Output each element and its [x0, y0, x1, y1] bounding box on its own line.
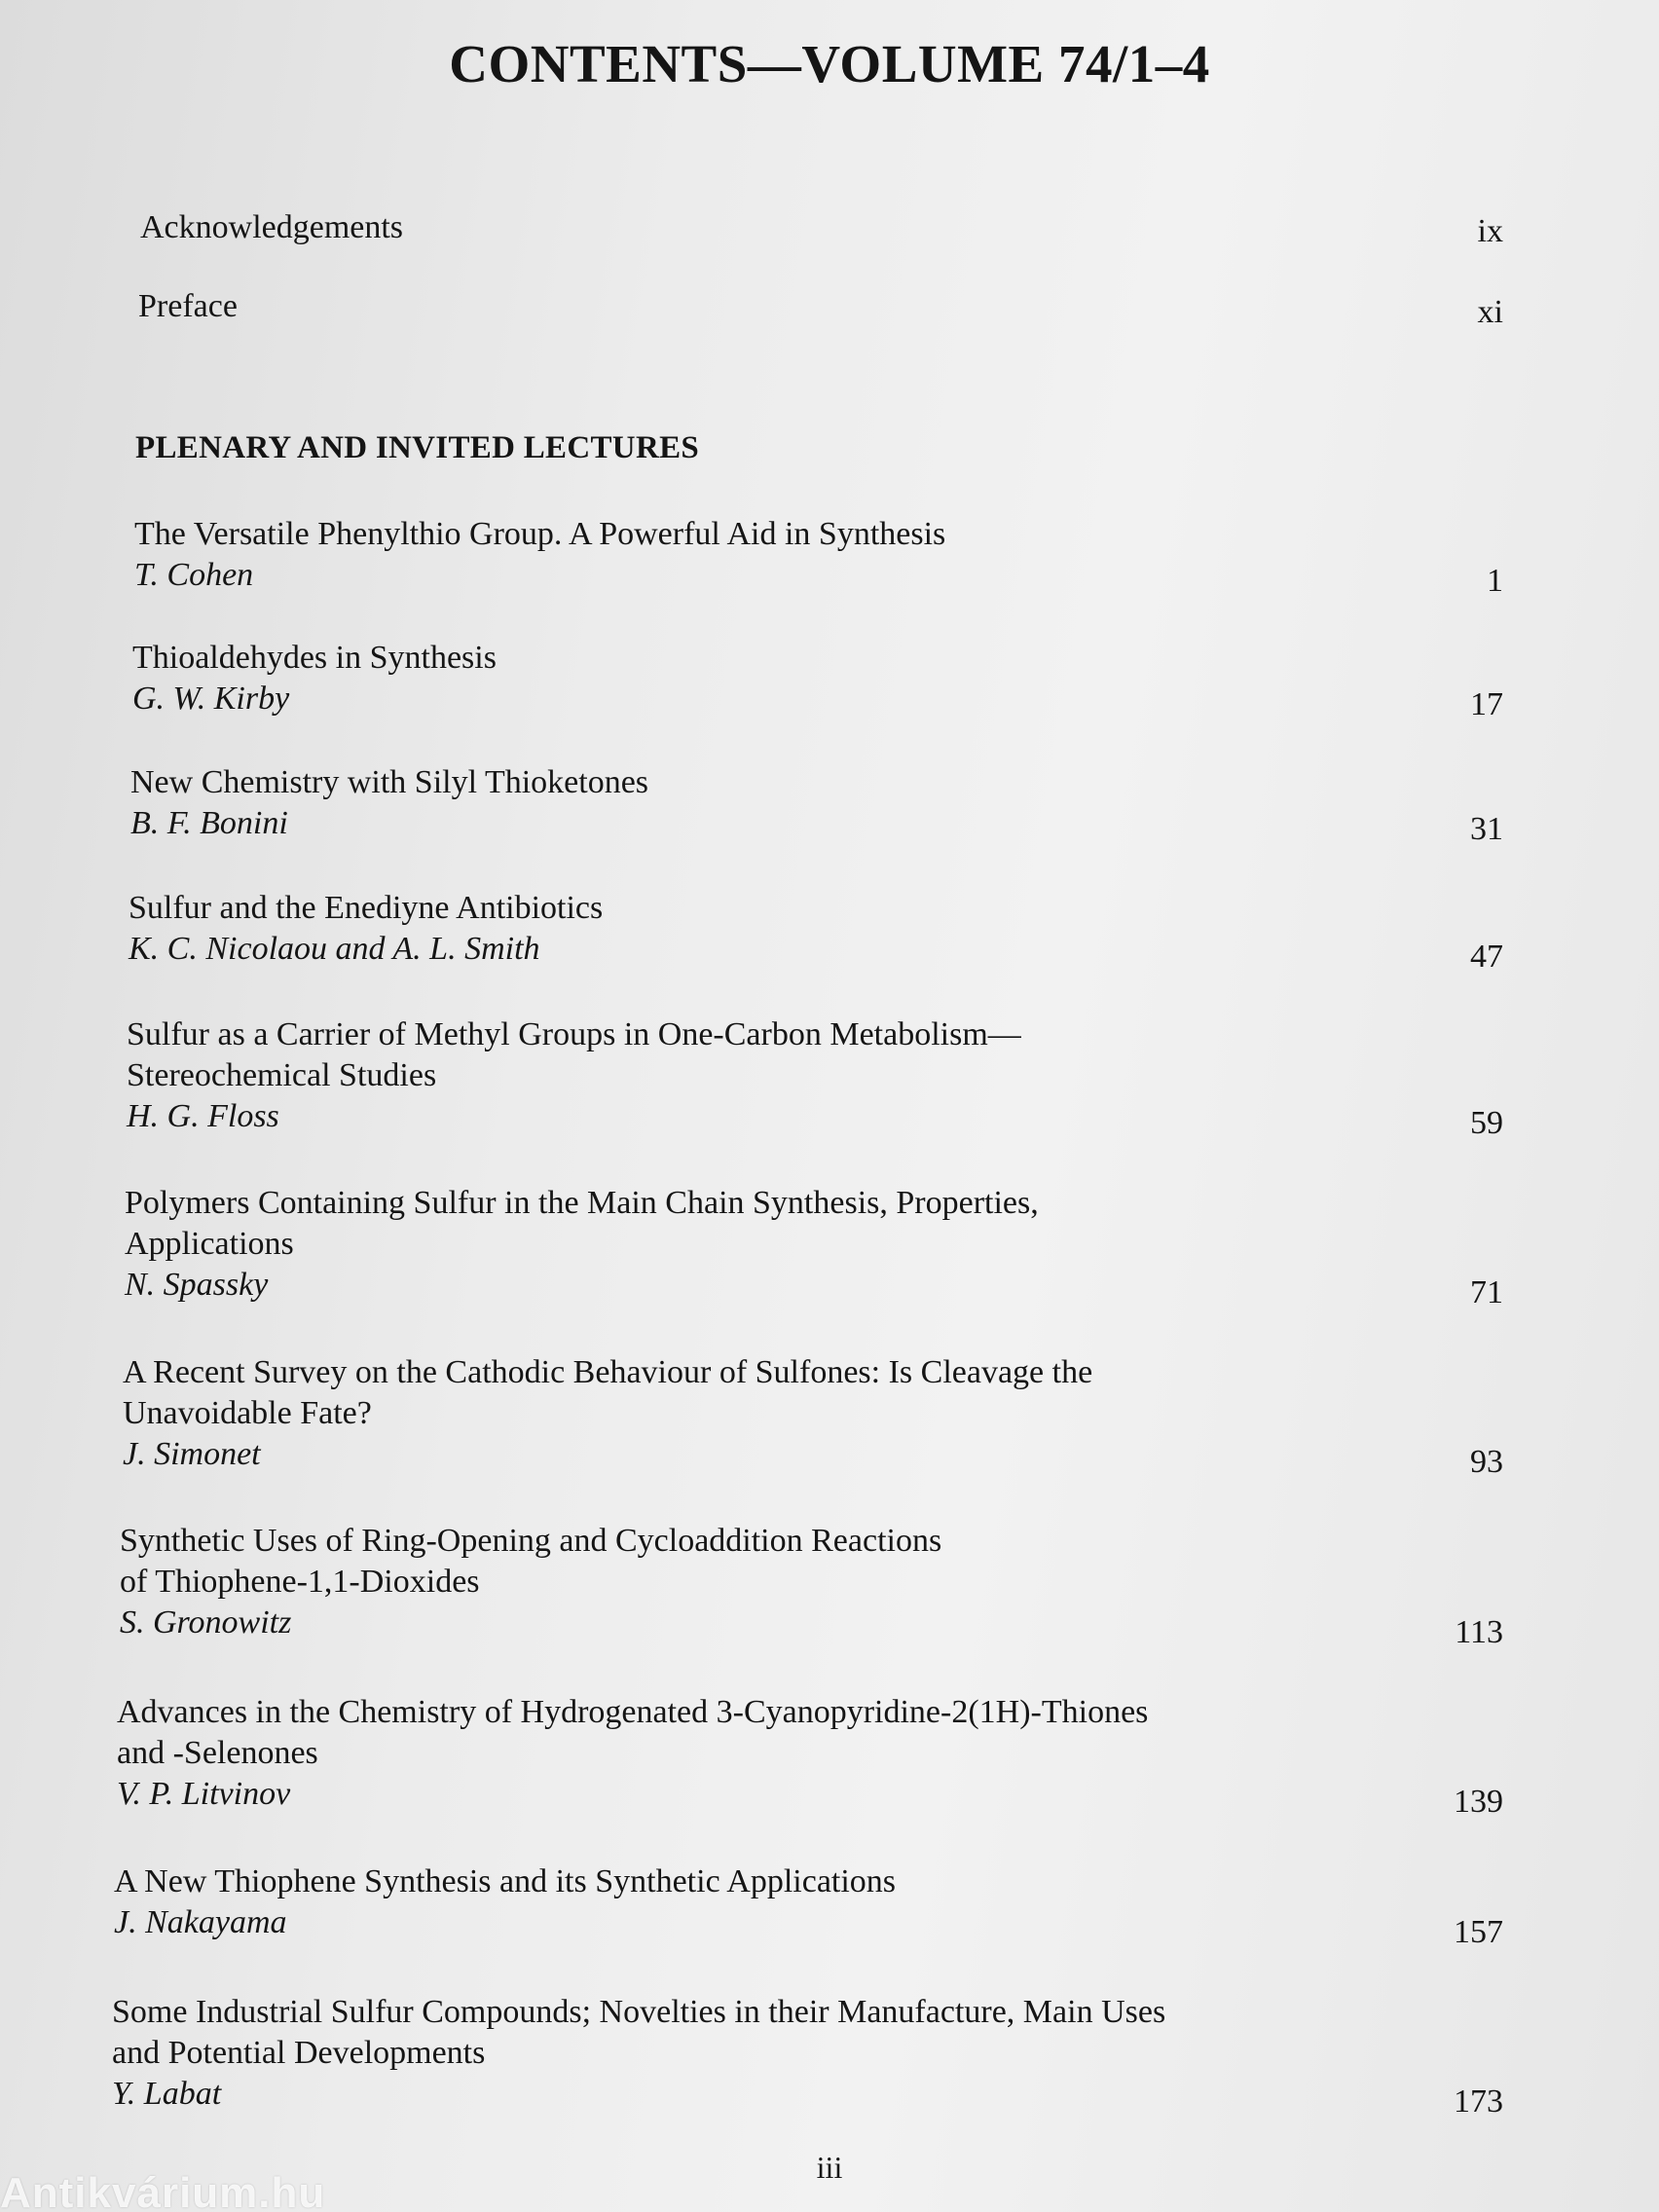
entry-title-continued: and -Selenones — [117, 1735, 318, 1771]
entry-title-continued: Stereochemical Studies — [127, 1057, 437, 1093]
entry-page: 59 — [1470, 1105, 1503, 1141]
entry-authors: V. P. Litvinov — [117, 1776, 291, 1812]
entry-title: Sulfur and the Enediyne Antibiotics — [129, 890, 604, 926]
page-title: CONTENTS—VOLUME 74/1–4 — [449, 34, 1210, 93]
entry-title: Sulfur as a Carrier of Methyl Groups in One-Carbon Metabolism— — [127, 1016, 1021, 1052]
entry-title: Some Industrial Sulfur Compounds; Novelties in their Manufacture, Main Uses — [112, 1994, 1166, 2030]
entry-authors: N. Spassky — [125, 1267, 269, 1303]
entry-title: Synthetic Uses of Ring-Opening and Cycloaddition Reactions — [120, 1523, 942, 1559]
entry-title-continued: Applications — [125, 1226, 294, 1262]
entry-page: 157 — [1454, 1914, 1503, 1950]
entry-title: Acknowledgements — [140, 209, 404, 245]
entry-page: 17 — [1470, 686, 1503, 722]
entry-title-continued: of Thiophene-1,1-Dioxides — [120, 1564, 480, 1600]
entry-page: 1 — [1487, 563, 1503, 599]
entry-title: A New Thiophene Synthesis and its Synthetic Applications — [114, 1863, 897, 1899]
entry-authors: J. Simonet — [123, 1436, 261, 1472]
entry-title: Thioaldehydes in Synthesis — [132, 640, 497, 676]
entry-authors: K. C. Nicolaou and A. L. Smith — [129, 931, 540, 967]
entry-title-continued: Unavoidable Fate? — [123, 1395, 372, 1431]
entry-title-continued: and Potential Developments — [112, 2035, 486, 2071]
entry-page: 173 — [1454, 2083, 1503, 2120]
entry-title: Preface — [138, 288, 238, 324]
entry-page: 71 — [1470, 1274, 1503, 1310]
entry-authors: T. Cohen — [134, 557, 254, 593]
entry-title: Polymers Containing Sulfur in the Main Chain Synthesis, Properties, — [125, 1185, 1039, 1221]
entry-authors: Y. Labat — [112, 2076, 222, 2112]
entry-title: A Recent Survey on the Cathodic Behaviour of Sulfones: Is Cleavage the — [123, 1354, 1093, 1390]
entry-page: 93 — [1470, 1444, 1503, 1480]
entry-authors: G. W. Kirby — [132, 681, 290, 717]
entry-title: Advances in the Chemistry of Hydrogenated 3-Cyanopyridine-2(1H)-Thiones — [117, 1694, 1149, 1730]
section-heading: PLENARY AND INVITED LECTURES — [135, 430, 700, 465]
entry-authors: H. G. Floss — [127, 1098, 279, 1134]
entry-page: 139 — [1454, 1784, 1503, 1820]
page-folio: iii — [816, 2150, 843, 2185]
entry-page: 113 — [1455, 1614, 1503, 1650]
entry-title: The Versatile Phenylthio Group. A Powerful Aid in Synthesis — [134, 516, 946, 552]
entry-page: ix — [1477, 213, 1503, 249]
entry-title: New Chemistry with Silyl Thioketones — [130, 764, 649, 800]
entry-page: 47 — [1470, 939, 1503, 975]
entry-authors: J. Nakayama — [114, 1904, 287, 1940]
entry-page: xi — [1477, 294, 1503, 330]
entry-authors: B. F. Bonini — [130, 805, 288, 841]
entry-page: 31 — [1470, 811, 1503, 847]
entry-authors: S. Gronowitz — [120, 1604, 292, 1641]
watermark: Antikvárium.hu — [0, 2169, 326, 2212]
